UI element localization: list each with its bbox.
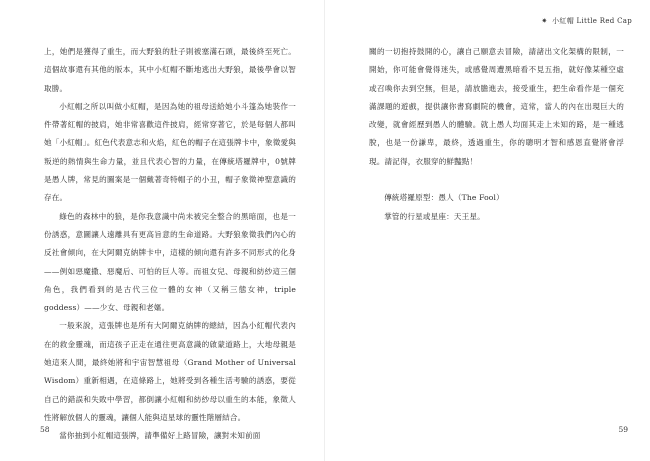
- left-page-body: [44, 43, 296, 446]
- right-page: [325, 0, 650, 461]
- body-paragraph: 當你抽到小紅帽這張牌，請準備好上路冒險，讓對未知前面: [59, 431, 261, 441]
- ruling-planet-line: 掌管的行星或星座：天王星。: [384, 211, 485, 221]
- archetype-line: 傳統塔羅原型：愚人（The Fool）: [384, 193, 504, 203]
- body-paragraph: 一般來說，這張牌也是所有大阿爾克納牌的總結，因為小紅帽代表內在的救金靈魂，而這孩子正走在通往更高意識的啟蒙道路上，大地母親是她這來人間，最終她將和宇宙智慧祖母（Grand Mother of Universal Wisdom）重新相遇，在這條路上，她將受到各種生活考驗的誘惑，要從自己的錯誤和失敗中學習，都倒讓小紅帽和紡紗母以重生的本能，象徵人性將解放個人的靈魂，讓個人能與這星球的靈性階層結合。: [44, 321, 296, 422]
- page-number-left: 58: [40, 425, 50, 434]
- paragraph-spacer: [369, 171, 624, 189]
- running-head: [541, 16, 632, 26]
- left-page: [0, 0, 324, 461]
- page-number-right: 59: [618, 425, 628, 434]
- star-icon: ✷: [541, 17, 548, 25]
- body-paragraph: 小紅帽之所以叫做小紅帽，是因為她的祖母送給她小斗篷為她裝作一件帶著紅帽的披肩，她非常喜歡這件披肩，經常穿著它，於是每個人都叫她「小紅帽」。紅色代表意志和火焰，紅色的帽子在這張牌卡中，象徵愛與叛逆的熱情與生命力量，並且代表心智的力量，在傳統塔羅牌中，0號牌是愚人牌，常見的圖案是一個戴著奇特帽子的小丑，帽子象徵神聖意識的存在。: [44, 101, 296, 203]
- running-head-title: 小紅帽 Little Red Cap: [552, 17, 632, 25]
- right-page-body: [369, 43, 624, 226]
- body-paragraph: 上，她們是獲得了重生，而大野狼的肚子則被塞滿石頭，最後終至死亡。這個故事還有其他的版本，其中小紅帽不斷地逃出大野狼，最後學會以智取勝。: [44, 47, 296, 93]
- body-paragraph: 綠色的森林中的狼，是你我意識中尚未被完全整合的黑暗面，也是一份誘惑，意圖讓人遠離具有更高旨意的生命道路。大野狼象徵我們內心的反社會傾向，在大阿爾克納牌卡中，這樣的傾向還有許多不同形式的化身——例如惡魔撒、惡魔后、可怕的巨人等。而祖女兒、母親和紡紗這三個角色，我們看到的是古代三位一體的女神（又稱三態女神，triple goddess）——少女、母親和老嫗。: [44, 211, 296, 313]
- body-paragraph: 關的一切抱持鼓開的心，讓自己願意去冒險，請諸出文化架構的限制，一開始，你可能會覺得迷失，或感覺周遭黑暗看不見五指，就好像某種空虛或召喚你去到空無，但是，請放膽進去，接受重生，把生命看作是一個充滿課題的遊戲，提供讓你書寫劇院的機會，這常，當人的內在出現巨大的改變，就會經歷到愚人的體驗。就上愚人均面其走上未知的路，是一種逃脫，也是一份謙卑，最終，透過重生，你的聰明才智和感恩直覺將會浮現。請記得，衣服穿的鮮豔點！: [369, 47, 624, 166]
